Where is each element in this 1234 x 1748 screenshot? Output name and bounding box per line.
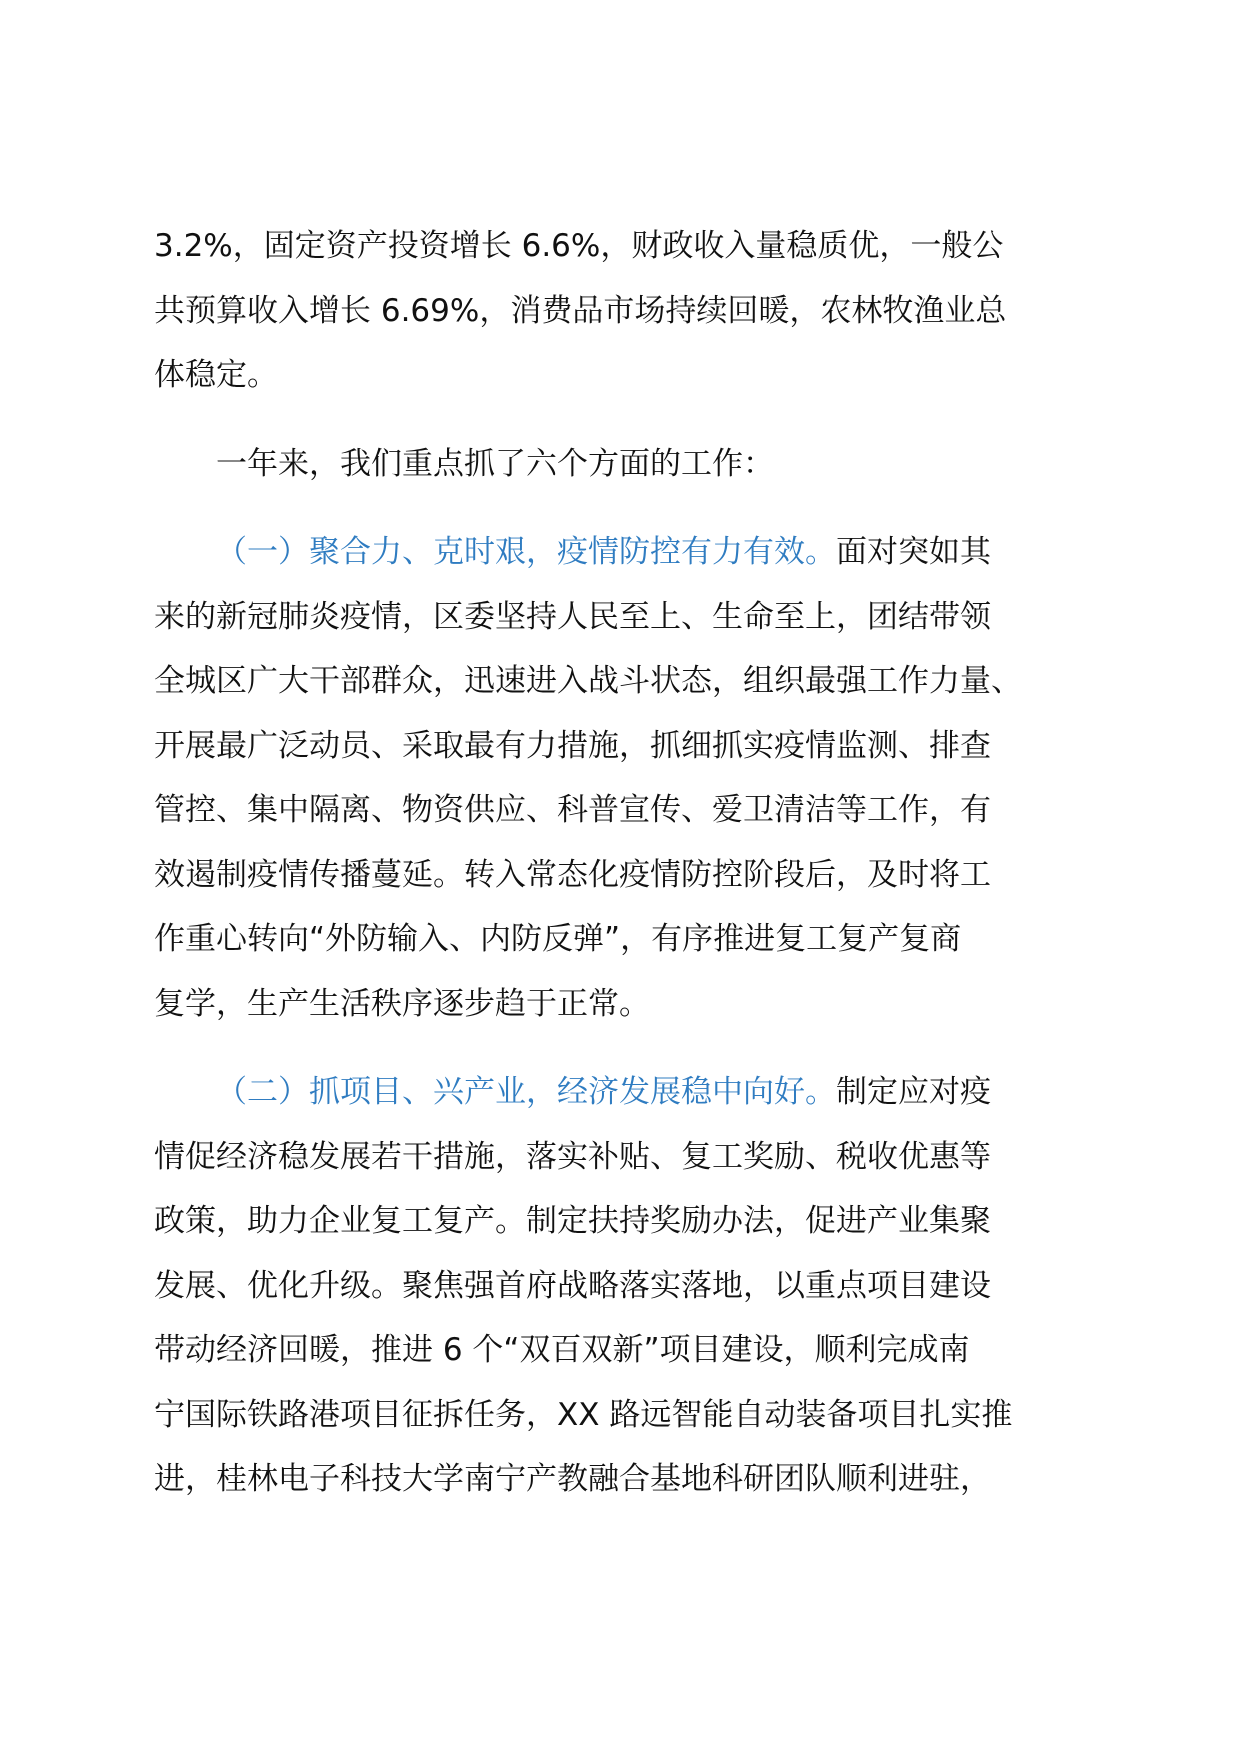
paragraph-gap <box>154 408 1089 432</box>
section-heading: （二）抓项目、兴产业，经济发展稳中向好。 <box>216 1074 836 1110</box>
text-line: 效遏制疫情传播蔓延。转入常态化疫情防控阶段后，及时将工 <box>154 856 991 893</box>
paragraph-growth-stats <box>154 214 1089 408</box>
text-line: 一年来，我们重点抓了六个方面的工作： <box>216 445 774 482</box>
paragraph-gap <box>154 1036 1089 1060</box>
section-first-line <box>154 520 1089 585</box>
text-line: 体稳定。 <box>154 357 278 393</box>
text-line: 管控、集中隔离、物资供应、科普宣传、爱卫清洁等工作，有 <box>154 792 991 828</box>
paragraph-gap <box>154 496 1089 520</box>
text-line: 情促经济稳发展若干措施，落实补贴、复工奖励、税收优惠等 <box>154 1138 991 1175</box>
text-line: 作重心转向“外防输入、内防反弹”，有序推进复工复产复商 <box>154 921 962 957</box>
text-line: 宁国际铁路港项目征拆任务，XX 路远智能自动装备项目扎实推 <box>154 1396 1013 1433</box>
text-line: 全城区广大干部群众，迅速进入战斗状态，组织最强工作力量、 <box>154 663 1022 699</box>
text-line: 带动经济回暖，推进 6 个“双百双新”项目建设，顺利完成南 <box>154 1332 970 1368</box>
section-heading: （一）聚合力、克时艰，疫情防控有力有效。 <box>216 534 836 570</box>
text-line: 复学，生产生活秩序逐步趋于正常。 <box>154 985 650 1022</box>
section-epidemic-control <box>154 520 1089 1036</box>
text-line: 3.2%，固定资产投资增长 6.6%，财政收入量稳质优，一般公 <box>154 228 1004 264</box>
section-text: 面对突如其 <box>836 534 991 570</box>
text-line: 共预算收入增长 6.69%，消费品市场持续回暖，农林牧渔业总 <box>154 292 1007 329</box>
text-line: 政策，助力企业复工复产。制定扶持奖励办法，促进产业集聚 <box>154 1203 991 1239</box>
text-line: 来的新冠肺炎疫情，区委坚持人民至上、生命至上，团结带领 <box>154 598 991 635</box>
section-first-line <box>154 1060 1089 1125</box>
text-line: 开展最广泛动员、采取最有力措施，抓细抓实疫情监测、排查 <box>154 727 991 764</box>
paragraph-intro <box>154 432 1089 497</box>
document-body <box>154 214 1089 1512</box>
text-line: 进，桂林电子科技大学南宁产教融合基地科研团队顺利进驻， <box>154 1461 991 1497</box>
section-text: 制定应对疫 <box>836 1074 991 1110</box>
section-economic-development <box>154 1060 1089 1512</box>
text-line: 发展、优化升级。聚焦强首府战略落实落地，以重点项目建设 <box>154 1267 991 1304</box>
